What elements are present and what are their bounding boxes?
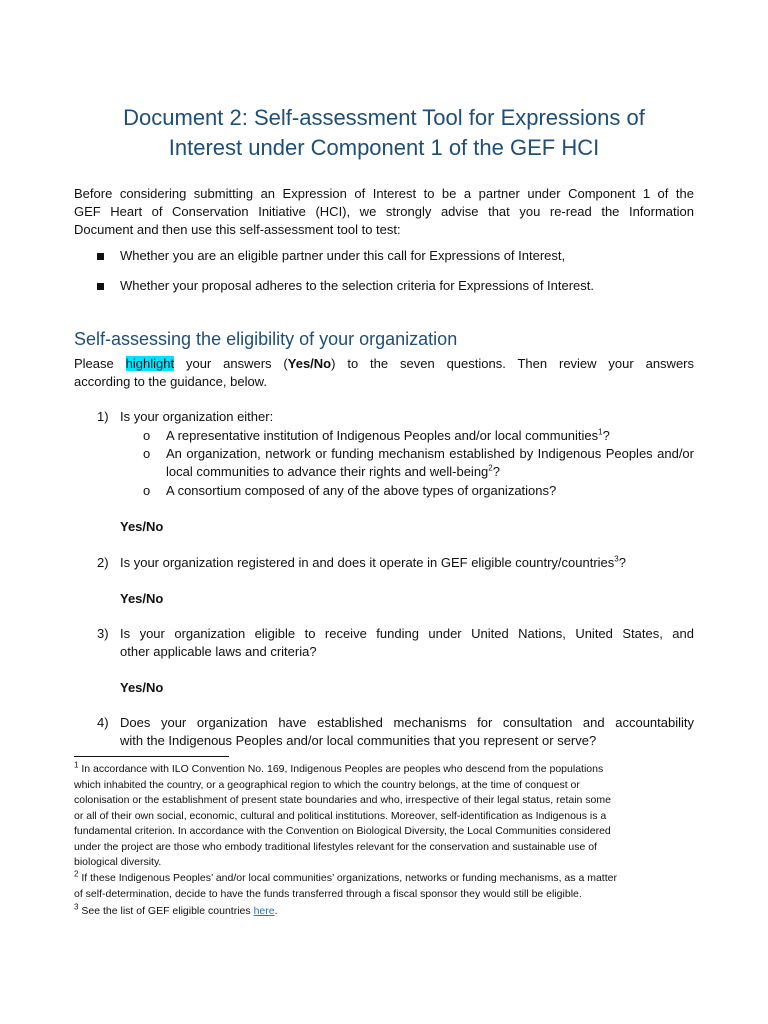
question-number: 1)	[97, 409, 109, 424]
option-text: A consortium composed of any of the above types of organizations?	[166, 483, 557, 498]
question-text-line-2: with the Indigenous Peoples and/or local communities that you represent or serve?	[120, 733, 597, 748]
question-text	[120, 625, 694, 661]
option-text	[166, 445, 694, 481]
footnote-text: If these Indigenous Peoples’ and/or local communities’ organizations, networks or funding mechanisms, as a matter	[81, 872, 617, 884]
question-number: 2)	[97, 555, 109, 570]
footnote-2	[74, 871, 694, 902]
footnote-1	[74, 762, 694, 871]
circle-bullet-icon: o	[143, 483, 151, 498]
footnote-line: fundamental criterion. In accordance with the Convention on Biological Diversity, the Local Communities considered	[74, 825, 611, 837]
instruction-line-1	[74, 355, 694, 373]
question-text-body: Is your organization registered in and does it operate in GEF eligible country/countries	[120, 555, 615, 570]
answer-yes-no: Yes/No	[120, 680, 164, 695]
question-number: 3)	[97, 626, 109, 641]
footnote-line: or all of their own social, economic, cultural and political institutions. Moreover, self-identification as Indigenous is a	[74, 809, 607, 822]
instruction-text: your answers (	[185, 356, 288, 371]
instruction-line-2: according to the guidance, below.	[74, 374, 267, 389]
title-line-1: Document 2: Self-assessment Tool for Expressions of	[123, 105, 645, 130]
title-line-2: Interest under Component 1 of the GEF HCI	[168, 135, 600, 160]
footnote-ref[interactable]: 1	[598, 427, 603, 437]
footnote-ref[interactable]: 2	[488, 463, 493, 473]
question-text-line-1: Does your organization have established mechanisms for consultation and accountability	[120, 715, 694, 730]
question-text-line-1: Is your organization eligible to receive funding under United Nations, United States, and	[120, 626, 694, 641]
footnote-punctuation: .	[274, 905, 278, 917]
question-text: Is your organization either:	[120, 409, 274, 424]
intro-line-3: Document and then use this self-assessment tool to test:	[74, 222, 401, 237]
footnote-mark: 2	[74, 869, 79, 879]
question-punctuation: ?	[618, 555, 626, 570]
option-punctuation: ?	[492, 464, 500, 479]
here-link[interactable]: here	[253, 905, 275, 917]
instruction-text: ) to the seven questions. Then review your answers	[331, 356, 695, 371]
footnote-line: biological diversity.	[74, 856, 162, 868]
footnote-mark: 3	[74, 902, 79, 912]
footnote-line	[74, 904, 694, 920]
question-text	[120, 714, 694, 750]
document-title	[60, 103, 708, 163]
answer-yes-no: Yes/No	[120, 519, 164, 534]
circle-bullet-icon: o	[143, 428, 151, 443]
option-text	[166, 427, 694, 445]
intro-paragraph	[74, 185, 694, 239]
instruction-text: Please	[74, 356, 114, 371]
footnote-ref[interactable]: 3	[614, 554, 619, 564]
question-text-line-2: other applicable laws and criteria?	[120, 644, 317, 659]
footnote-line: under the project are those who embody traditional lifestyles relevant for the conservation and sustainable use of	[74, 840, 597, 853]
footnote-line: colonisation or the establishment of present state boundaries and who, irrespective of their legal status, retain some	[74, 794, 611, 806]
footnote-line: which inhabited the country, or a geographical region to which the country belongs, at the time of conquest or	[74, 778, 580, 791]
footnote-separator	[74, 756, 229, 757]
footnote-text: See the list of GEF eligible countries	[81, 905, 251, 917]
instruction-paragraph	[74, 355, 694, 391]
square-bullet-icon	[97, 253, 104, 260]
footnote-text: In accordance with ILO Convention No. 169, Indigenous Peoples are peoples who descend from the populations	[81, 763, 604, 775]
footnote-line	[74, 871, 694, 887]
highlighted-word: highlight	[125, 356, 175, 371]
question-text	[120, 554, 694, 572]
footnote-line: of self-determination, decide to have the funds transferred through a fiscal sponsor they would still be eligible.	[74, 887, 582, 900]
section-heading: Self-assessing the eligibility of your organization	[74, 329, 458, 349]
option-text-body: A representative institution of Indigenous Peoples and/or local communities	[166, 428, 599, 443]
circle-bullet-icon: o	[143, 446, 151, 461]
question-number: 4)	[97, 715, 109, 730]
square-bullet-icon	[97, 283, 104, 290]
footnote-mark: 1	[74, 760, 79, 770]
intro-line-1: Before considering submitting an Expression of Interest to be a partner under Component 1 of the	[74, 186, 694, 201]
bullet-text: Whether you are an eligible partner under this call for Expressions of Interest,	[120, 248, 566, 263]
answer-yes-no: Yes/No	[120, 591, 164, 606]
option-punctuation: ?	[602, 428, 610, 443]
option-text-body: An organization, network or funding mechanism established by Indigenous Peoples and/or local communities to advance their rights and well-being	[166, 446, 694, 479]
footnote-line	[74, 762, 694, 778]
yes-no-bold: Yes/No	[287, 356, 332, 371]
intro-line-2: GEF Heart of Conservation Initiative (HCI), we strongly advise that you re-read the Information	[74, 204, 694, 219]
footnote-3	[74, 904, 694, 920]
bullet-text: Whether your proposal adheres to the selection criteria for Expressions of Interest.	[120, 278, 595, 293]
